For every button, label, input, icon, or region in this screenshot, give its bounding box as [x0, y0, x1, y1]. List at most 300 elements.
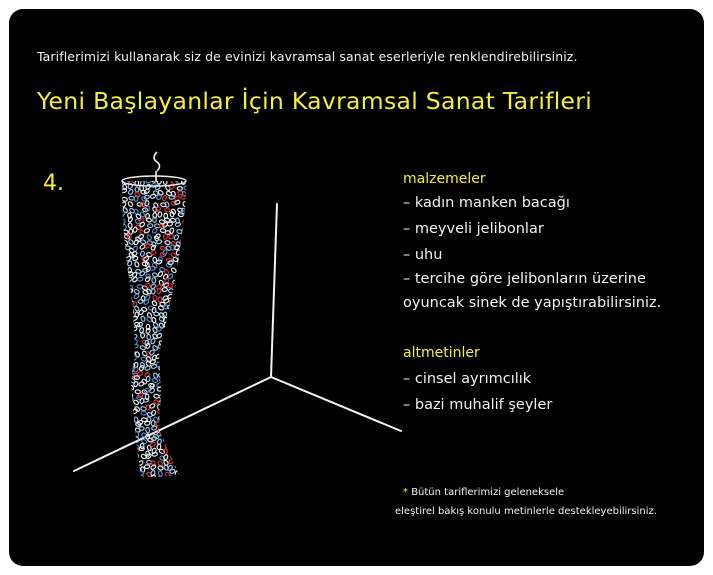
jelly-bean [182, 290, 186, 295]
jelly-bean [181, 433, 186, 439]
jelly-bean [147, 477, 153, 483]
jelly-bean [171, 318, 177, 324]
jelly-bean [146, 179, 152, 184]
jelly-bean [115, 388, 121, 394]
jelly-bean [114, 474, 120, 480]
jelly-bean [162, 402, 168, 408]
jelly-bean [116, 323, 121, 329]
jelly-bean [165, 427, 171, 433]
jelly-bean [150, 250, 156, 256]
jelly-bean [174, 316, 180, 322]
jelly-bean [157, 444, 161, 449]
jelly-bean [114, 265, 120, 269]
jelly-bean [170, 434, 176, 440]
jelly-bean [164, 322, 169, 328]
jelly-bean [117, 362, 121, 368]
jelly-bean [182, 233, 187, 237]
jelly-bean [168, 289, 173, 293]
jelly-bean [183, 252, 189, 258]
jelly-bean [178, 379, 184, 384]
jelly-bean [184, 317, 190, 323]
jelly-bean [151, 426, 157, 431]
jelly-bean [158, 394, 164, 400]
jelly-bean [115, 305, 120, 311]
jelly-bean [184, 350, 190, 355]
jelly-bean [175, 347, 181, 352]
jelly-bean [170, 359, 176, 365]
jelly-bean [137, 277, 143, 282]
jelly-bean [149, 388, 155, 394]
jelly-bean [115, 345, 120, 351]
jelly-bean [132, 246, 138, 252]
jelly-bean [131, 355, 137, 361]
jelly-bean [127, 201, 133, 207]
jelly-bean [122, 322, 128, 328]
jelly-bean [162, 387, 168, 393]
jelly-bean [134, 417, 138, 423]
jelly-bean [121, 359, 127, 365]
jelly-bean [183, 310, 188, 316]
corner-vertical-line [271, 204, 277, 377]
jelly-bean [115, 442, 119, 448]
jelly-bean [117, 328, 121, 333]
materials-item: – tercihe göre jelibonların üzerine [403, 271, 646, 287]
jelly-bean [169, 195, 174, 199]
jelly-bean [167, 222, 173, 227]
jelly-bean [141, 356, 147, 361]
recipe-number: 4. [43, 171, 64, 196]
jelly-bean [116, 251, 121, 257]
jelly-bean [116, 261, 120, 267]
jelly-bean [163, 448, 168, 454]
jelly-bean [115, 228, 120, 234]
jelly-bean [163, 338, 169, 343]
jelly-bean [123, 472, 129, 478]
jelly-bean [116, 255, 121, 261]
jelly-bean [181, 455, 186, 461]
jelly-bean [145, 427, 149, 433]
subtexts-item: – bazi muhalif şeyler [403, 397, 553, 413]
jelly-bean [158, 366, 164, 371]
jelly-bean [114, 420, 120, 425]
jelly-bean [151, 289, 155, 294]
intro-text: Tariflerimizi kullanarak siz de evinizi kavramsal sanat eserleriyle renklendirebilirsiniz. [37, 49, 578, 64]
jelly-bean [167, 294, 173, 299]
jelly-bean [122, 366, 127, 372]
jelly-bean [183, 367, 189, 372]
jelly-bean [122, 224, 126, 230]
jelly-bean [169, 439, 175, 445]
jelly-bean [177, 365, 181, 370]
jelly-bean [131, 334, 137, 340]
jelly-bean [177, 262, 183, 267]
jelly-bean [152, 272, 158, 278]
jelly-bean [169, 393, 175, 399]
jelly-bean [144, 188, 150, 194]
jelly-bean [116, 373, 122, 379]
jelly-bean [172, 280, 178, 285]
jelly-bean [152, 452, 158, 457]
jelly-bean [171, 411, 177, 417]
jelly-bean [115, 217, 121, 223]
jelly-bean [152, 277, 156, 283]
jelly-bean [150, 266, 156, 270]
jelly-bean [132, 408, 138, 414]
jelly-bean [139, 271, 145, 277]
jelly-bean [163, 298, 169, 303]
jelly-bean [123, 230, 129, 235]
jelly-bean [128, 354, 134, 359]
jelly-bean [115, 376, 121, 380]
jelly-bean [169, 447, 175, 453]
jelly-bean [124, 427, 130, 432]
jelly-bean [182, 398, 187, 402]
jelly-bean [170, 245, 175, 251]
jelly-bean [114, 300, 120, 306]
jelly-bean [149, 349, 155, 355]
jelly-bean [182, 372, 188, 377]
jelly-bean [164, 433, 168, 438]
jelly-bean [158, 471, 163, 477]
jelly-bean [121, 310, 127, 316]
jelly-bean [115, 273, 120, 279]
jelly-bean [121, 355, 126, 361]
jelly-bean [115, 470, 121, 476]
jelly-bean [159, 399, 165, 404]
jelly-bean [178, 476, 184, 482]
jelly-bean [158, 373, 164, 377]
jelly-bean [115, 433, 120, 439]
jelly-bean [176, 405, 180, 410]
jelly-bean [184, 258, 190, 263]
jelly-bean [181, 438, 187, 444]
jelly-bean [118, 333, 124, 338]
jelly-bean [165, 240, 171, 245]
jelly-bean [130, 351, 135, 355]
jelly-bean [158, 404, 162, 409]
jelly-bean [176, 356, 182, 362]
jelly-bean [179, 475, 185, 480]
jelly-bean [118, 213, 124, 218]
jelly-bean [134, 261, 139, 267]
jelly-bean [122, 383, 128, 389]
jelly-bean [177, 258, 181, 264]
jelly-bean [128, 432, 134, 438]
jelly-bean [122, 306, 128, 310]
jelly-bean [177, 429, 183, 435]
jelly-bean [122, 197, 128, 202]
jelly-bean [166, 350, 172, 355]
jelly-bean [127, 394, 133, 398]
jelly-bean [177, 340, 183, 344]
jelly-bean [176, 284, 181, 290]
jelly-bean [171, 444, 177, 450]
jelly-bean [133, 470, 137, 475]
jelly-bean [170, 389, 175, 395]
jelly-bean [180, 381, 186, 387]
jelly-bean [180, 278, 186, 283]
jelly-bean [163, 234, 167, 240]
jelly-bean [183, 267, 189, 273]
jelly-bean [121, 416, 127, 422]
jelly-bean [124, 302, 130, 306]
jelly-bean [128, 223, 133, 229]
jelly-bean [175, 382, 181, 388]
jelly-bean [168, 475, 174, 480]
jelly-bean [177, 187, 182, 191]
jelly-bean [151, 420, 155, 425]
jelly-bean [140, 345, 146, 351]
jelly-bean [115, 438, 119, 444]
jelly-bean [163, 454, 168, 460]
corner-right-line [271, 377, 401, 431]
jelly-bean [176, 370, 182, 374]
jelly-bean [120, 349, 126, 355]
jelly-bean [119, 313, 124, 317]
jelly-bean [128, 322, 132, 328]
jelly-bean [167, 333, 172, 337]
jelly-bean [171, 383, 177, 389]
jelly-bean [115, 366, 121, 372]
jelly-bean [182, 219, 188, 225]
jelly-bean [169, 400, 173, 406]
jelly-bean [117, 289, 123, 295]
jelly-bean [181, 356, 187, 362]
jelly-bean [133, 399, 139, 405]
jelly-bean [180, 361, 186, 367]
jelly-bean [139, 365, 145, 371]
jelly-bean [179, 334, 185, 338]
jelly-bean [174, 290, 180, 296]
jelly-bean [176, 449, 182, 455]
jelly-bean [182, 301, 188, 307]
materials-item: – meyveli jelibonlar [403, 221, 544, 237]
jelly-bean [150, 194, 156, 199]
jelly-bean [181, 345, 186, 351]
jelly-bean [114, 244, 120, 250]
jelly-bean [174, 293, 180, 299]
jelly-bean [176, 460, 182, 466]
jelly-bean [129, 229, 133, 234]
jelly-bean [124, 345, 130, 350]
jelly-bean [181, 464, 187, 469]
jelly-bean [175, 442, 181, 448]
jelly-bean [128, 333, 133, 339]
jelly-bean [183, 459, 189, 464]
jelly-bean [135, 477, 141, 483]
jelly-bean [162, 365, 168, 371]
jelly-bean [175, 432, 180, 438]
jelly-bean [151, 300, 157, 306]
jelly-bean [125, 327, 130, 331]
jelly-bean [118, 384, 124, 390]
jelly-bean [176, 411, 182, 416]
jelly-bean [119, 316, 125, 321]
jelly-bean [171, 329, 175, 334]
jelly-bean [157, 343, 163, 349]
jelly-bean [163, 408, 169, 414]
jelly-bean [120, 256, 126, 262]
jelly-bean [144, 195, 150, 200]
jelly-bean [156, 239, 162, 244]
jelly-bean [157, 409, 163, 413]
jelly-bean [156, 333, 162, 339]
jelly-bean [133, 344, 139, 349]
jelly-bean [167, 283, 173, 288]
jelly-bean [150, 338, 156, 344]
corner-left-line [74, 377, 271, 471]
jelly-bean [179, 272, 185, 276]
jelly-bean [183, 445, 189, 449]
jelly-bean [116, 467, 120, 473]
jelly-bean [175, 304, 181, 310]
jelly-bean [165, 345, 171, 351]
jelly-bean [140, 239, 146, 244]
jelly-bean [123, 449, 129, 454]
jelly-bean [157, 178, 163, 184]
jelly-bean [120, 282, 126, 288]
jelly-bean [116, 355, 122, 361]
jelly-bean [121, 404, 127, 410]
jelly-bean [178, 268, 184, 273]
jelly-bean [181, 420, 187, 426]
jelly-bean [156, 476, 162, 482]
jelly-bean [183, 245, 189, 250]
jelly-bean [181, 294, 187, 300]
jelly-bean [121, 201, 127, 207]
jelly-bean [152, 378, 158, 383]
jelly-bean [177, 361, 183, 366]
jelly-bean [159, 378, 165, 382]
jelly-bean [128, 405, 132, 410]
jelly-bean [157, 271, 163, 277]
jelly-bean [174, 392, 180, 398]
jelly-bean [180, 409, 186, 414]
jelly-bean [157, 387, 163, 391]
jelly-bean [133, 293, 139, 299]
jelly-bean [134, 196, 138, 202]
jelly-bean [127, 427, 131, 433]
footnote-text-1: Bütün tariflerimizi geleneksele [411, 487, 565, 498]
jelly-bean [124, 295, 130, 300]
jelly-bean [117, 395, 123, 400]
jelly-bean [153, 312, 159, 317]
jelly-bean [126, 448, 132, 454]
page-title: Yeni Başlayanlar İçin Kavramsal Sanat Tarifleri [37, 87, 593, 115]
jelly-bean [170, 429, 175, 435]
jelly-bean [143, 398, 149, 403]
jelly-bean [179, 333, 185, 339]
materials-item: oyuncak sinek de yapıştırabilirsiniz. [403, 295, 662, 311]
jelly-bean [158, 212, 163, 218]
jelly-bean [114, 184, 120, 190]
jelly-bean [182, 471, 188, 477]
jelly-bean [127, 459, 132, 465]
jelly-bean [129, 307, 134, 313]
jelly-bean [134, 305, 140, 311]
jelly-bean [144, 283, 150, 288]
jelly-bean [162, 287, 168, 291]
jelly-bean [118, 318, 124, 323]
materials-item: – kadın manken bacağı [403, 195, 570, 211]
jelly-bean [128, 339, 133, 345]
jelly-bean [126, 421, 132, 427]
jelly-bean [121, 219, 126, 225]
jelly-bean [157, 465, 163, 471]
jelly-bean [117, 405, 122, 409]
jelly-bean [176, 388, 181, 394]
jelly-bean [115, 452, 121, 458]
jelly-bean [141, 333, 145, 338]
jelly-bean [169, 228, 174, 234]
jelly-bean [127, 288, 133, 294]
jelly-bean [144, 421, 150, 426]
jelly-bean [170, 353, 176, 359]
jelly-bean [171, 333, 177, 337]
jelly-bean [120, 421, 126, 427]
poster-card [9, 9, 704, 566]
jelly-bean [122, 335, 126, 340]
jelly-bean [138, 234, 144, 240]
jelly-bean [151, 436, 157, 441]
jelly-bean [116, 197, 122, 203]
jelly-bean [175, 463, 181, 469]
jelly-bean [174, 399, 179, 405]
jelly-bean [151, 364, 157, 369]
subtexts-heading: altmetinler [403, 345, 480, 361]
jelly-bean [167, 338, 173, 344]
jelly-bean [162, 354, 168, 360]
jelly-bean [146, 217, 152, 222]
jelly-bean [180, 389, 185, 395]
jelly-bean [116, 349, 122, 355]
jelly-bean [146, 234, 152, 240]
jelly-bean [131, 326, 137, 331]
jelly-bean [115, 397, 121, 401]
jelly-bean [122, 240, 128, 246]
jelly-bean [122, 376, 128, 381]
jelly-bean [169, 377, 174, 381]
jelly-bean [169, 324, 173, 329]
jelly-bean [155, 353, 161, 359]
jelly-bean [120, 210, 126, 216]
jelly-bean [140, 406, 146, 411]
jelly-bean [159, 351, 165, 356]
jelly-bean [121, 388, 127, 394]
jelly-bean [183, 185, 189, 190]
jelly-bean [126, 344, 132, 350]
jelly-bean [131, 458, 137, 463]
jelly-bean [175, 323, 180, 329]
jelly-bean [145, 365, 151, 371]
jelly-bean [140, 316, 145, 322]
jelly-bean [144, 465, 150, 469]
jelly-bean [149, 403, 155, 409]
mannequin-leg [113, 176, 190, 484]
jelly-bean [153, 373, 158, 379]
jelly-bean [180, 403, 186, 409]
jelly-bean [122, 372, 126, 377]
jelly-bean [182, 329, 188, 335]
jelly-bean [118, 450, 124, 455]
jelly-bean [129, 455, 135, 460]
footnote-line-1 [403, 487, 564, 498]
jelly-bean [129, 472, 135, 478]
jelly-bean [138, 299, 144, 304]
jelly-bean [124, 477, 130, 483]
jelly-bean [124, 455, 130, 460]
jelly-bean [123, 394, 129, 399]
